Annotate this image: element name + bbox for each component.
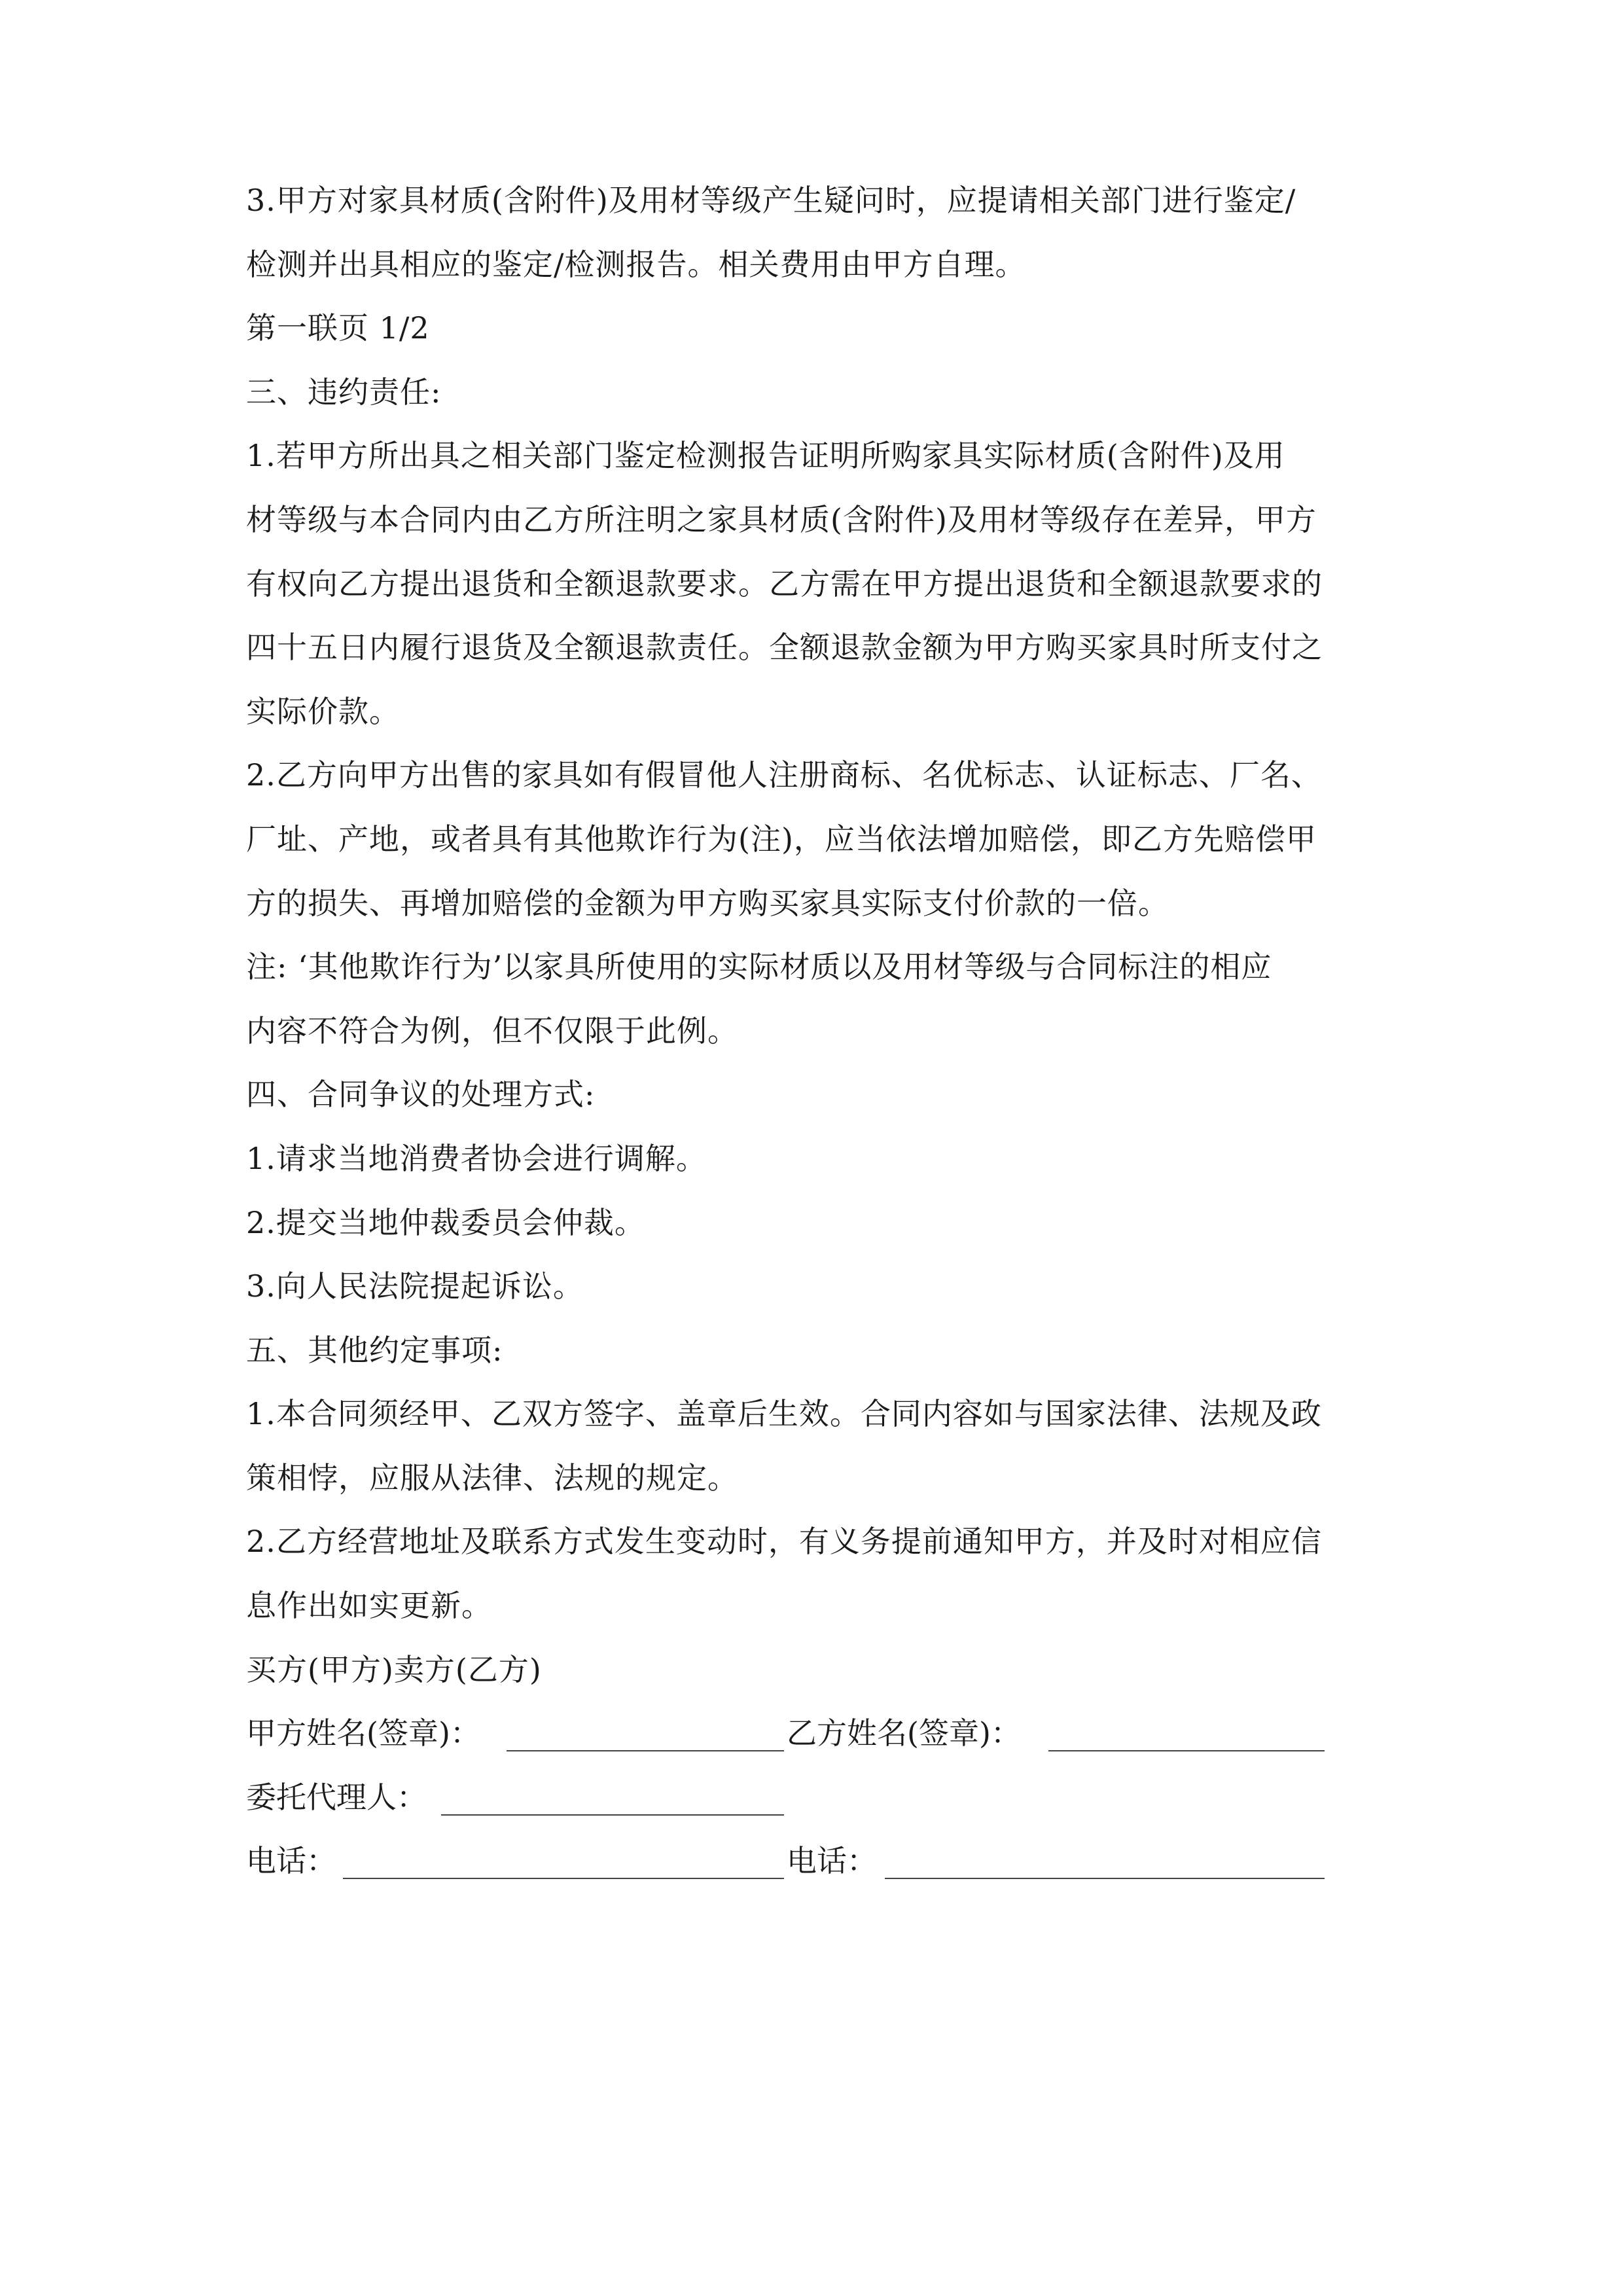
text-line: 3.甲方对家具材质(含附件)及用材等级产生疑问时，应提请相关部门进行鉴定/ [246,183,1296,218]
party-a-name-label: 甲方姓名(签章)： [246,1715,480,1751]
note-line: 注: ‘其他欺诈行为’以家具所使用的实际材质以及用材等级与合同标注的相应 [246,949,1272,985]
party-b-phone-field[interactable] [885,1878,1325,1879]
text-line: 实际价款。 [246,693,400,729]
section-heading: 三、违约责任: [246,374,442,410]
note-line: 内容不符合为例，但不仅限于此例。 [246,1013,738,1049]
text-line: 2.提交当地仲裁委员会仲裁。 [246,1204,645,1240]
text-line: 四十五日内履行退货及全额退款责任。全额退款金额为甲方购买家具时所支付之 [246,630,1323,666]
contract-page [246,169,1372,1893]
party-b-signature-field[interactable] [1048,1750,1325,1751]
party-b-phone-label: 电话： [787,1843,877,1879]
text-line: 有权向乙方提出退货和全额退款要求。乙方需在甲方提出退货和全额退款要求的 [246,565,1323,601]
agent-row [246,1766,1372,1830]
text-line: 1.请求当地消费者协会进行调解。 [246,1140,707,1176]
party-a-phone-label: 电话： [246,1843,336,1879]
section-heading: 四、合同争议的处理方式: [246,1077,596,1113]
party-b-name-label: 乙方姓名(签章)： [787,1715,1021,1751]
text-line: 2.乙方经营地址及联系方式发生变动时，有义务提前通知甲方，并及时对相应信 [246,1524,1322,1560]
party-a-phone-field[interactable] [343,1878,784,1879]
agent-field[interactable] [441,1814,784,1816]
section-heading: 五、其他约定事项: [246,1332,503,1368]
text-line: 2.乙方向甲方出售的家具如有假冒他人注册商标、名优标志、认证标志、厂名、 [246,757,1322,793]
signature-name-row [246,1702,1372,1766]
text-line: 材等级与本合同内由乙方所注明之家具材质(含附件)及用材等级存在差异，甲方 [246,501,1317,537]
text-line: 1.若甲方所出具之相关部门鉴定检测报告证明所购家具实际材质(含附件)及用 [246,438,1285,474]
text-line: 方的损失、再增加赔偿的金额为甲方购买家具实际支付价款的一倍。 [246,885,1169,921]
party-a-signature-field[interactable] [507,1750,784,1751]
parties-line: 买方(甲方)卖方(乙方) [246,1651,542,1687]
page-number: 第一联页 1/2 [246,310,430,346]
text-line: 厂址、产地，或者具有其他欺诈行为(注)，应当依法增加赔偿，即乙方先赔偿甲 [246,821,1317,857]
text-line: 1.本合同须经甲、乙双方签字、盖章后生效。合同内容如与国家法律、法规及政 [246,1396,1322,1432]
text-line: 检测并出具相应的鉴定/检测报告。相关费用由甲方自理。 [246,246,1026,282]
text-line: 策相悖，应服从法律、法规的规定。 [246,1460,738,1496]
phone-row [246,1829,1372,1893]
text-line: 息作出如实更新。 [246,1588,492,1624]
text-line: 3.向人民法院提起诉讼。 [246,1268,584,1304]
agent-label: 委托代理人： [246,1779,427,1815]
